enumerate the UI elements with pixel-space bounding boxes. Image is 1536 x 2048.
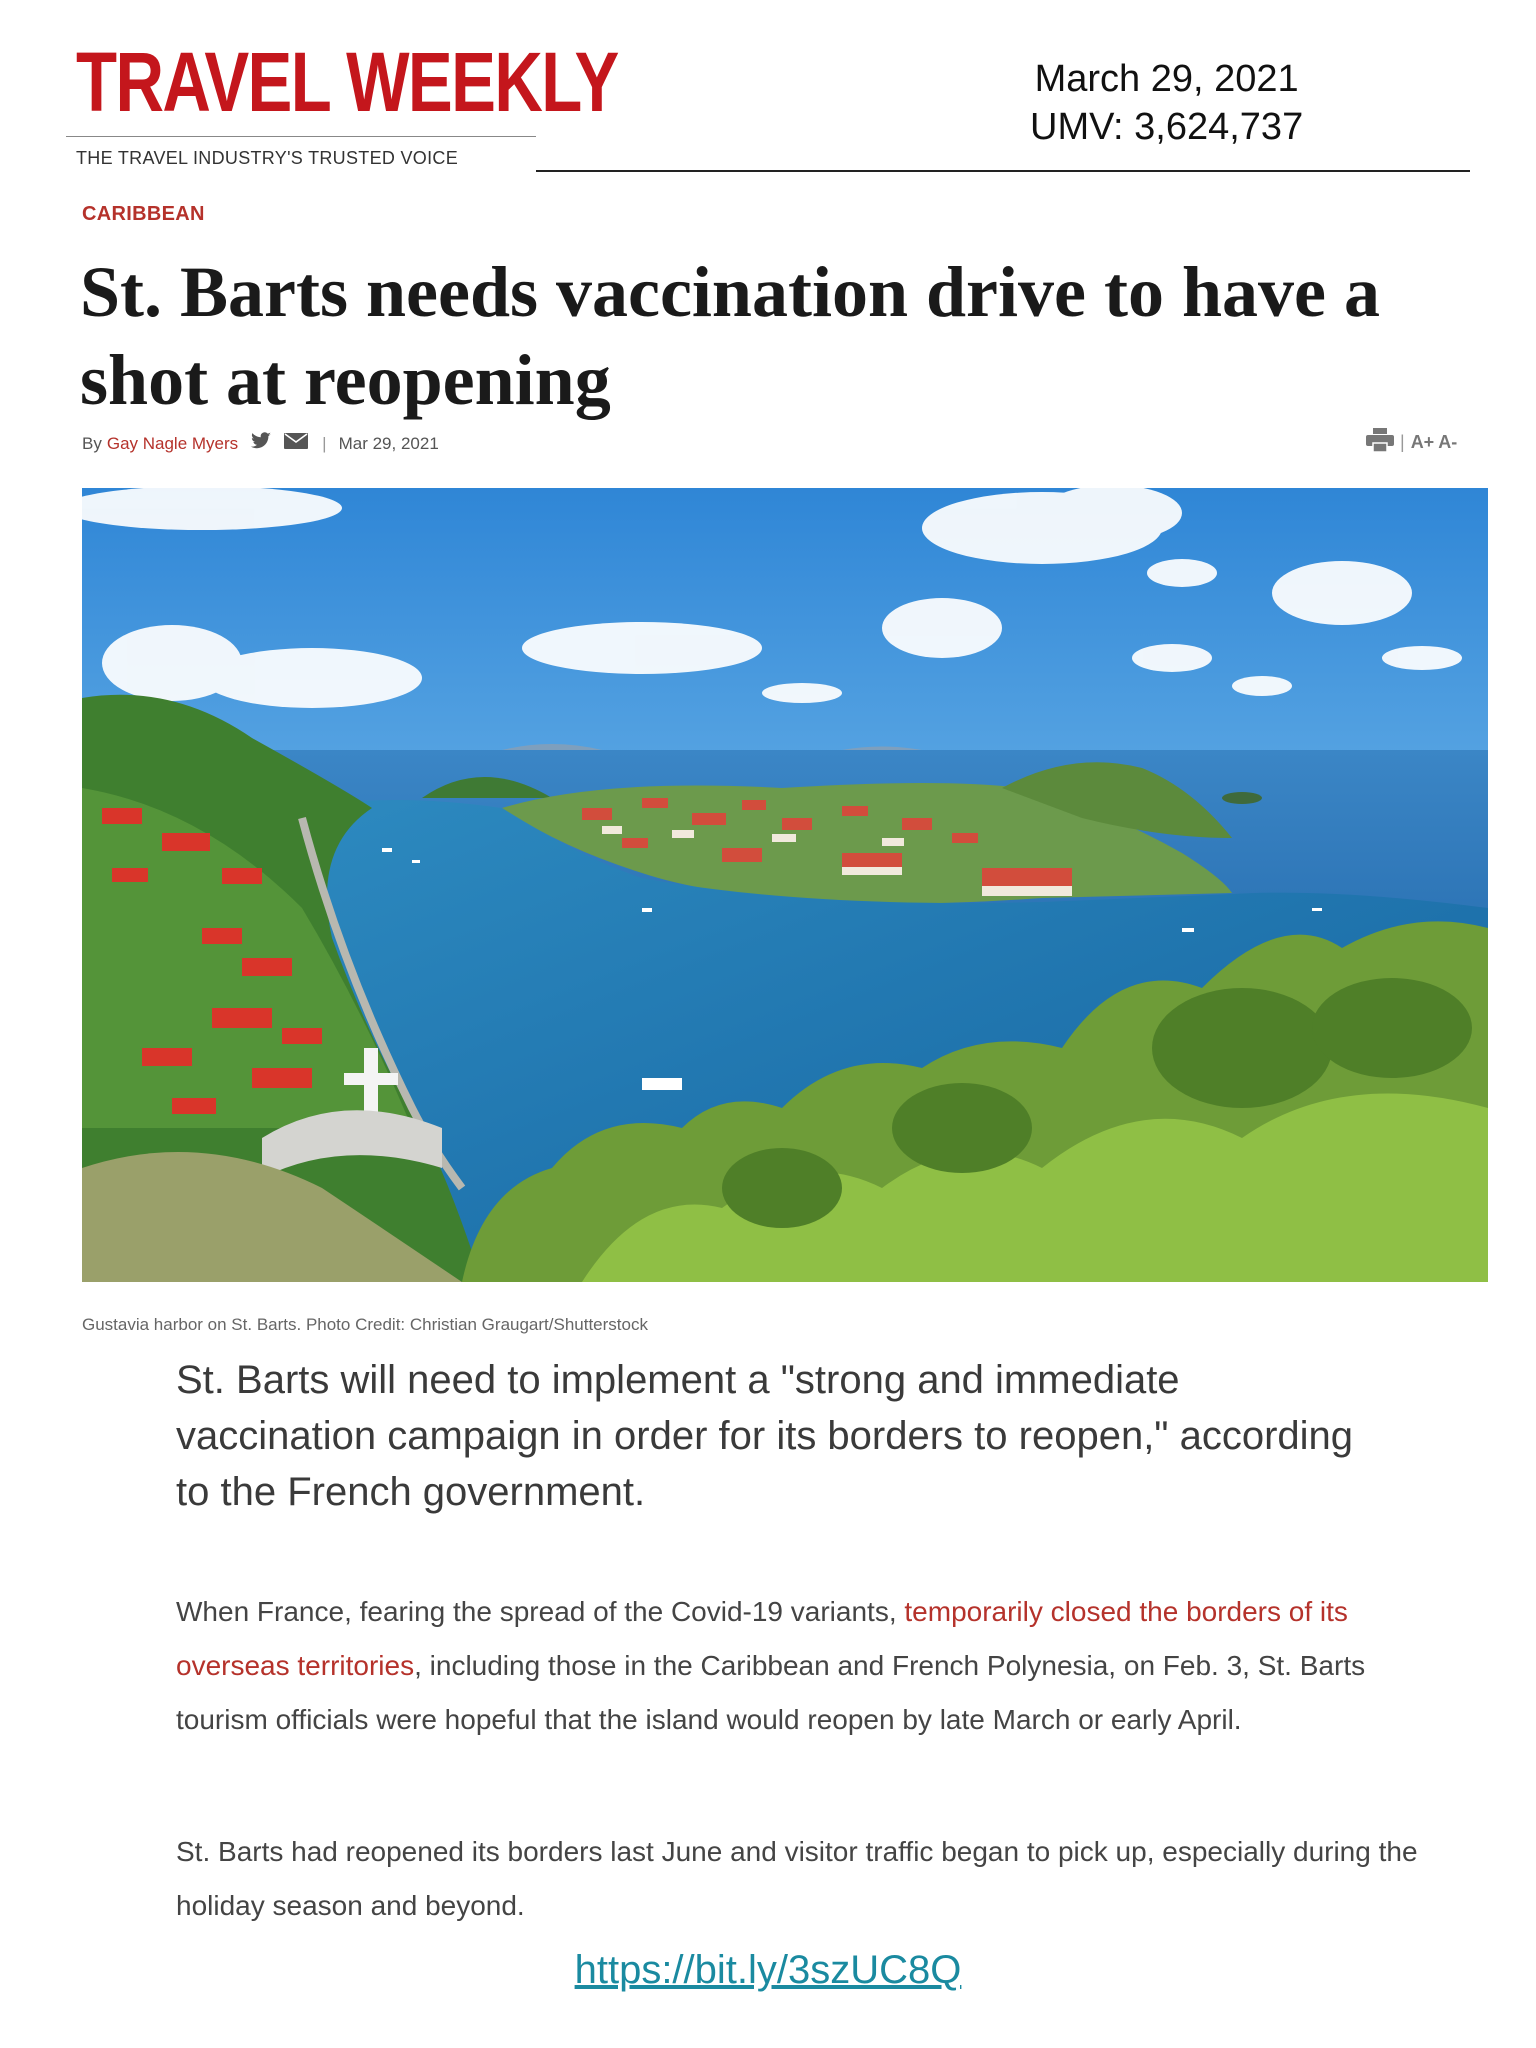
byline: [82, 432, 439, 455]
paragraph-1-text-start: When France, fearing the spread of the Covid-19 variants,: [176, 1596, 905, 1627]
print-icon[interactable]: [1366, 428, 1394, 457]
paragraph-1-text-end: , including those in the Caribbean and French Polynesia, on Feb. 3, St. Barts tourism officials were hopeful that the island would reopen by late March or early April.: [176, 1650, 1366, 1735]
article-lead: St. Barts will need to implement a "strong and immediate vaccination campaign in order for its borders to reopen," according to the French government.: [176, 1358, 1354, 1514]
twitter-icon[interactable]: [250, 432, 272, 455]
masthead-tagline: THE TRAVEL INDUSTRY'S TRUSTED VOICE: [76, 148, 459, 168]
article-headline: St. Barts needs vaccination drive to have a shot at reopening: [80, 252, 1380, 420]
author-link[interactable]: Gay Nagle Myers: [106, 433, 239, 453]
travel-weekly-logo: TRAVEL WEEKLY: [76, 35, 618, 129]
article-tools: [1366, 428, 1457, 457]
masthead-rule: [66, 136, 536, 137]
clipping-date: March 29, 2021: [1034, 58, 1299, 100]
article-paragraph-1: [176, 1585, 1456, 1747]
byline-prefix: By: [82, 433, 102, 453]
email-icon[interactable]: [284, 433, 308, 454]
font-increase-button[interactable]: A+: [1410, 432, 1435, 452]
clipping-umv: UMV: 3,624,737: [1030, 106, 1304, 148]
category-link[interactable]: CARIBBEAN: [82, 203, 205, 225]
photo-caption: Gustavia harbor on St. Barts. Photo Credit: Christian Graugart/Shutterstock: [82, 1315, 648, 1334]
borders-closed-link[interactable]: temporarily closed the borders of its overseas territories: [176, 1596, 1348, 1681]
gustavia-harbor-photo: [82, 488, 1488, 1282]
source-url-link[interactable]: https://bit.ly/3szUC8Q: [574, 1948, 962, 1992]
header-rule: [536, 170, 1470, 172]
font-decrease-button[interactable]: A-: [1438, 432, 1458, 452]
clipping-meta: [1030, 55, 1303, 151]
article-date: Mar 29, 2021: [338, 433, 439, 453]
article-paragraph-2: St. Barts had reopened its borders last June and visitor traffic began to pick up, especially during the holiday season and beyond.: [176, 1836, 1418, 1921]
tools-separator: |: [1400, 432, 1405, 452]
byline-separator: |: [322, 433, 327, 453]
